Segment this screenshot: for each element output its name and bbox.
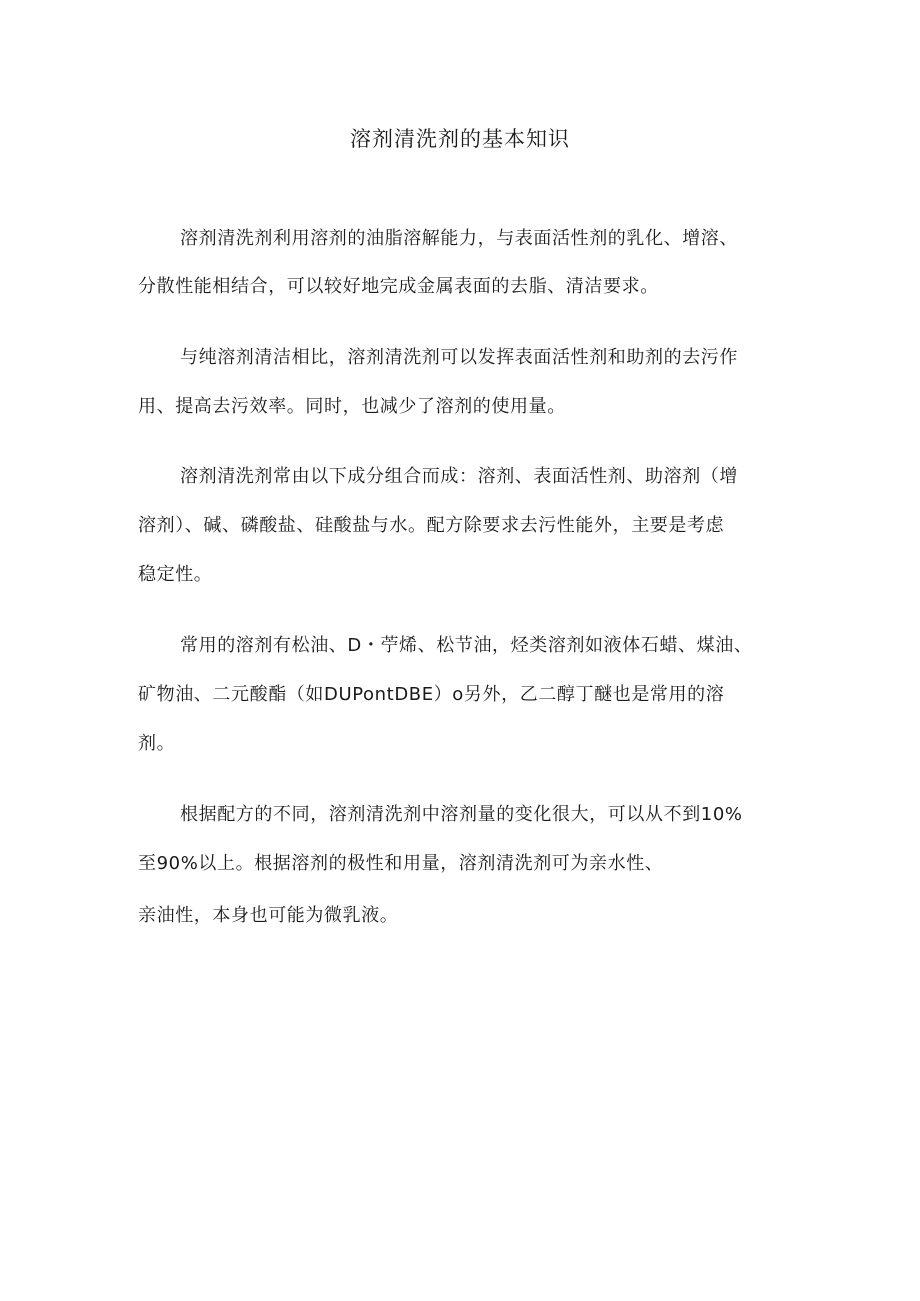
paragraph-5-line-2: 至90%以上。根据溶剂的极性和用量，溶剂清洗剂可为亲水性、 [138,853,664,874]
paragraph-5-line-1: 根据配方的不同，溶剂清洗剂中溶剂量的变化很大，可以从不到10% [180,804,743,825]
paragraph-3-line-2: 溶剂）、碱、磷酸盐、硅酸盐与水。配方除要求去污性能外，主要是考虑 [138,515,725,536]
paragraph-3-line-3: 稳定性。 [138,564,213,585]
paragraph-1-line-2: 分散性能相结合，可以较好地完成金属表面的去脂、清洁要求。 [138,276,659,297]
document-title: 溶剂清洗剂的基本知识 [350,127,570,151]
paragraph-2-line-2: 用、提高去污效率。同时，也减少了溶剂的使用量。 [138,396,566,417]
paragraph-3-line-1: 溶剂清洗剂常由以下成分组合而成：溶剂、表面活性剂、助溶剂（增 [180,466,738,487]
paragraph-4-line-3: 剂。 [138,733,176,754]
paragraph-2-line-1: 与纯溶剂清洁相比，溶剂清洗剂可以发挥表面活性剂和助剂的去污作 [180,347,738,368]
paragraph-4-line-1: 常用的溶剂有松油、D・苧烯、松节油，烃类溶剂如液体石蜡、煤油、 [180,635,753,656]
paragraph-5-line-3: 亲油性，本身也可能为微乳液。 [138,905,399,926]
paragraph-1-line-1: 溶剂清洗剂利用溶剂的油脂溶解能力，与表面活性剂的乳化、增溶、 [180,228,738,249]
paragraph-4-line-2: 矿物油、二元酸酯（如DUPontDBE）o另外，乙二醇丁醚也是常用的溶 [138,684,725,705]
